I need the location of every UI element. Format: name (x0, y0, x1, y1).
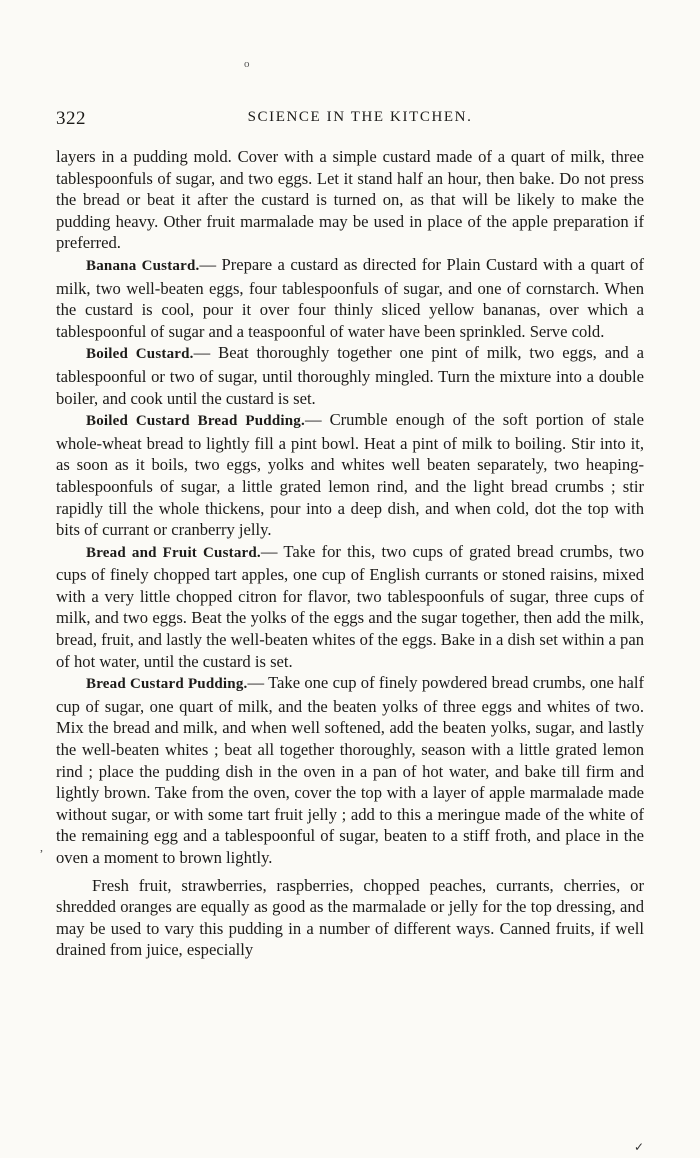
recipe-title: Boiled Custard Bread Pudding. (86, 413, 305, 430)
recipe-title: Banana Custard. (86, 257, 200, 274)
recipe-boiled-custard-bread-pudding (56, 409, 644, 541)
page-number: 322 (56, 108, 86, 129)
page-header (56, 108, 644, 132)
recipe-text: — Beat thoroughly together one pint of milk, two eggs, and a tablespoonful or two of sugar, until thoroughly mingled. Turn the mixture into a double boiler, and cook until the custard is set. (56, 343, 644, 408)
recipe-title: Bread and Fruit Custard. (86, 544, 261, 561)
paragraph-text: layers in a pudding mold. Cover with a simple custard made of a quart of milk, three tablespoonfuls of sugar, and two eggs. Let it stand half an hour, then bake. Do not press the bread or beat it after the custard is turned on, as that will be likely to make the pudding heavy. Other fruit marmalade may be used in place of the apple preparation if preferred. (56, 147, 644, 253)
recipe-boiled-custard (56, 342, 644, 409)
recipe-title: Boiled Custard. (86, 346, 194, 363)
ink-mark-bottom: ✓ (634, 1140, 645, 1154)
recipe-banana-custard (56, 254, 644, 342)
recipe-bread-and-fruit-custard (56, 541, 644, 673)
paragraph-fresh-fruit (56, 875, 644, 961)
recipe-text: — Prepare a custard as directed for Plain Custard with a quart of milk, two well-beaten eggs, four tablespoonfuls of sugar, and one of cornstarch. When the custard is cool, pour it over four thinly sliced yellow bananas, over which a tablespoonful of sugar and a teaspoonful of water have been sprinkled. Serve cold. (56, 254, 645, 341)
running-head: SCIENCE IN THE KITCHEN. (247, 109, 473, 125)
recipe-bread-custard-pudding (56, 672, 644, 868)
recipe-title: Bread Custard Pudding. (86, 676, 248, 693)
page-body (56, 146, 644, 961)
recipe-text: — Take for this, two cups of grated bread crumbs, two cups of finely chopped tart apples, one cup of English currants or stoned raisins, mixed with a very little chopped citron for flavor, two tablespoonfuls of sugar, three cups of milk, and two eggs. Beat the yolks of the eggs and the sugar together, then add the milk, bread, fruit, and lastly the well-beaten whites of the eggs. Bake in a dish set within a pan of hot water, until the custard is set. (56, 541, 644, 671)
paragraph-text: Fresh fruit, strawberries, raspberries, chopped peaches, currants, cherries, or shredded oranges are equally as good as the marmalade or jelly for the top dressing, and may be used to vary this pudding in a number of different ways. Canned fruits, if well drained from juice, especially (56, 875, 644, 960)
recipe-text: — Crumble enough of the soft portion of stale whole-wheat bread to lightly fill a pint bowl. Heat a pint of milk to boiling. Stir into it, as soon as it boils, two eggs, yolks and whites well beaten separately, two heaping-tablespoonfuls of sugar, a little grated lemon rind, and the light bread crumbs ; stir rapidly till the whole thickens, pour into a deep dish, and when cold, dot the top with bits of currant or cranberry jelly. (56, 410, 644, 540)
recipe-text: — Take one cup of finely powdered bread crumbs, one half cup of sugar, one quart of milk, and the beaten yolks of three eggs and whites of two. Mix the bread and milk, and when well softened, add the beaten yolks, sugar, and lastly the well-beaten whites ; beat all together thoroughly, season with a little grated lemon rind ; place the pudding dish in the oven in a pan of hot water, and bake till firm and lightly brown. Take from the oven, cover the top with a layer of apple marmalade made without sugar, or with some tart fruit jelly ; add to this a meringue made of the white of the remaining egg and a tablespoonful of sugar, beaten to a stiff froth, and place in the oven a moment to brown lightly. (56, 673, 644, 867)
ink-mark-top: o (244, 58, 250, 70)
ink-mark-left: , (40, 840, 43, 854)
paragraph-continued (56, 146, 644, 254)
